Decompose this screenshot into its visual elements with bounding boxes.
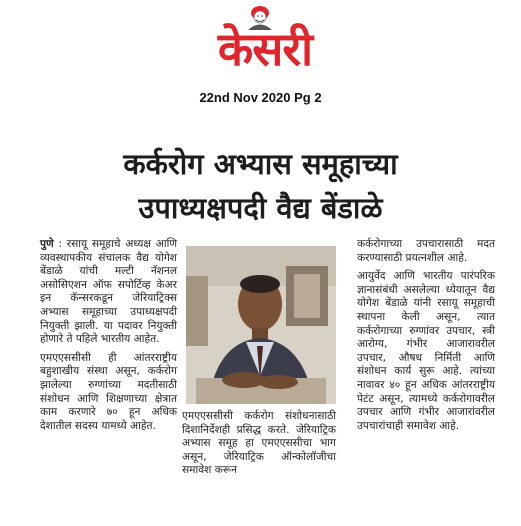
- paragraph-text: : रसायू समूहाचे अध्यक्ष आणि व्यवस्थापकीय संचालक वैद्य योगेश बेंडाळे यांची मल्टी नॅशनल असोसिएशन ऑफ सपोर्टिव्ह केअर इन कॅन्सरकडून जेरियाट्रिक्स अभ्यास समूहाच्या उपाध्यक्षपदी नियुक्ती झाली. या पदावर नियुक्ती होणारे ते पहिले भारतीय आहेत.: [40, 238, 177, 346]
- city-dateline: पुणे: [40, 238, 54, 250]
- publication-date: 22nd Nov 2020 Pg 2: [199, 90, 322, 105]
- article-column-2: [182, 410, 336, 483]
- article-column-3: [357, 238, 495, 438]
- newspaper-logo: केसरी: [217, 22, 313, 76]
- article-headline: [0, 142, 521, 230]
- paragraph: [40, 238, 177, 347]
- headline-line-1: कर्करोग अभ्यास समूहाच्या: [123, 147, 398, 181]
- headline-line-2: उपाध्यक्षपदी वैद्य बेंडाळे: [138, 191, 383, 225]
- portrait-photo: [186, 246, 336, 404]
- newspaper-masthead: [0, 0, 521, 82]
- article-column-1: [40, 238, 177, 438]
- paragraph: आयुर्वेद आणि भारतीय पारंपरिक ज्ञानासंबंधी असलेल्या ध्येयातून वैद्य योगेश बेंडाळे यांनी रसायू समूहाची स्थापना केली असून, त्यात कर्करोगाच्या रुग्णांवर उपचार, स्त्री आरोग्य, गंभीर आजारावरील उपचार, औषध निर्मिती आणि संशोधन कार्य सुरू आहे. त्यांच्या नावावर ४० हून अधिक आंतरराष्ट्रीय पेटंट असून, त्यामध्ये कर्करोगावरील उपचार आणि गंभीर आजारांवरील उपचारांचाही समावेश आहे.: [357, 270, 495, 432]
- paragraph: एमएएससीसी ही आंतरराष्ट्रीय बहुशाखीय संस्था असून, कर्करोग झालेल्या रुग्णांच्या मदतीसाठी संशोधन आणि शिक्षणाच्या क्षेत्रात काम करणारे ७० हून अधिक देशातील सदस्य यामध्ये आहेत.: [40, 351, 177, 432]
- paragraph: कर्करोगाच्या उपचारासाठी मदत करण्यासाठी प्रयत्नशील आहे.: [357, 238, 495, 264]
- paragraph: एमएएससीसी कर्करोग संशोधनासाठी दिशानिर्देशही प्रसिद्ध करते. जेरियाट्रिक अभ्यास समूह हा एमएएससीचा भाग असून, जेरियाट्रिक ऑन्कोलॉजीचा समावेश करून: [182, 410, 336, 477]
